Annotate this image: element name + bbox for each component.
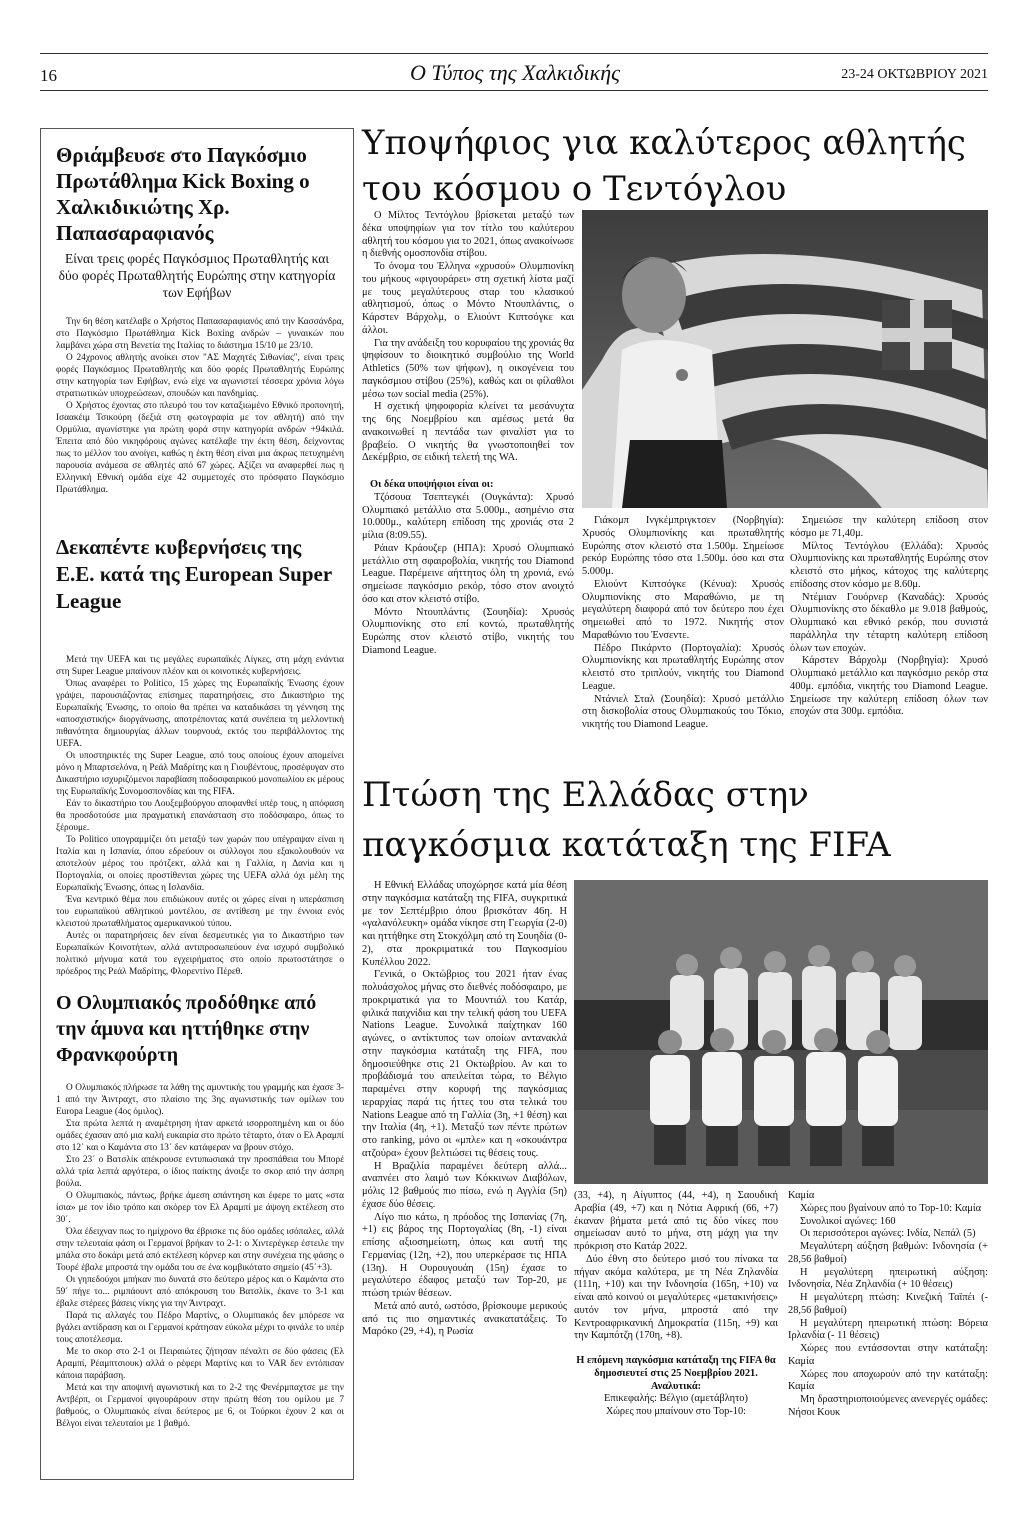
olympiacos-paragraph: Μετά και την αποψινή αγωνιστική και το 2-2 της Φενέρμπαχτσε με την Αντβέρπ, οι Γερμανοί φιγουράρουν στην πρώτη θέση του ομίλου με 7 βαθμούς, ο Ολυμπιακός είναι δεύτερος με 6, οι Τούρκοι έχουν 2 και οι Βέλγοι είναι τελευταίοι με 1 βαθμό.	[56, 1383, 344, 1429]
candidates-label: Οι δέκα υποψήφιοι είναι οι:	[370, 479, 494, 490]
tentoglou-paragraph: Το όνομα του Έλληνα «χρυσού» Ολυμπιονίκη του μήκους «φιγουράρει» στη σχετική λίστα μαζί με τους μεγαλύτερους σταρ του κλασικού αθλητισμού, όπως ο Μόντο Ντουπλάντις, ο Κάρστεν Βάρχολμ, ο Ελιούντ Κιπτσόγκε και άλλοι.	[362, 261, 574, 336]
tentoglou-photo	[582, 210, 988, 508]
fifa-paragraph: Λίγο πιο κάτω, η πρόοδος της Ισπανίας (7η, +1) εις βάρος της Πορτογαλίας (8η, -1) είναι επίσης αξιοσημείωτη, όπως και αυτή της Γερμανίας (12η, +2), που υπερκέρασε τις ΗΠΑ (13η). Η Ουρουγουάη (15η) έχασε το μεγαλύτερο έδαφος μεταξύ των Top-20, με πτώση τριών θέσεων.	[362, 1211, 567, 1299]
tentoglou-paragraph: Για την ανάδειξη του κορυφαίου της χρονιάς θα ψηφίσουν το διοικητικό συμβούλιο της World Athletics (50% των ψήφων), η οικογένεια του παγκόσμιου στίβου (25%), καθώς και οι φίλαθλοι μέσω των social media (25%).	[362, 337, 574, 400]
candidate-entry: Μίλτος Τεντόγλου (Ελλάδα): Χρυσός Ολυμπιονίκης και πρωταθλητής Ευρώπης στον κλειστό στο μήκος, κάτοχος της καλύτερης επίδοσης στον κόσμο με 8.60μ.	[790, 540, 988, 590]
olympiacos-headline: Ο Ολυμπιακός προδόθηκε από την άμυνα και ηττήθηκε στην Φρανκφούρτη	[56, 992, 317, 1066]
fifa-column-1	[362, 880, 567, 1339]
olympiacos-paragraph: Ο Ολυμπιακός, πάντως, βρήκε άμεση απάντηση και έφερε το ματς «στα ίσια» με τον ίδιο τρόπο και σκόρερ τον Ελ Αραμπί με άψογη εκτέλεση στο 30΄.	[56, 1191, 344, 1225]
superleague-paragraph: Αυτές οι παρατηρήσεις δεν είναι δεσμευτικές για το Δικαστήριο των Ευρωπαϊκών Κοινοτήτων, αλλά αντιπροσωπεύουν ένα ισχυρό συμβολικό πολιτικό μήνυμα κατά του εγχειρήματος στο οποίο πρωτοστάτησε ο πρόεδρος της Ρεάλ Μαδρίτης, Φλορεντίνο Πέρεθ.	[56, 931, 344, 977]
candidate-entry: Σημειώσε την καλύτερη επίδοση στον κόσμο με 71,40μ.	[790, 515, 988, 539]
kickboxing-subtitle: Είναι τρεις φορές Παγκόσμιος Πρωταθλητής και δύο φορές Πρωταθλητής Ευρώπης στην κατηγορία των Εφήβων	[58, 251, 336, 300]
fifa-analysis-item: Χώρες που εντάσσονται στην κατάταξη: Καμία	[788, 1343, 988, 1367]
fifa-analysis-item: Καμία	[788, 1190, 815, 1201]
tentoglou-column-1	[362, 210, 574, 658]
candidate-entry: Ελιούντ Κιπτσόγκε (Κένυα): Χρυσός Ολυμπιονίκης στο Μαραθώνιο, με τη μεγαλύτερη διαφορά από τον δεύτερο που έχει σημειωθεί από το 1972. Νικητής στον Μαραθώνιο του Ένσεντε.	[582, 578, 784, 641]
kickboxing-headline: Θριάμβευσε στο Παγκόσμιο Πρωτάθλημα Kick Boxing ο Χαλκιδικιώτης Χρ. Παπασαραφιανός	[56, 143, 310, 245]
fifa-analysis-item: Χώρες που αποχωρούν από την κατάταξη: Καμία	[788, 1368, 988, 1393]
olympiacos-paragraph: Ο Ολυμπιακός πλήρωσε τα λάθη της αμυντικής του γραμμής και έχασε 3-1 από την Άιντραχτ, στο πλαίσιο της 3ης αγωνιστικής των ομίλων του Europa League (4ος όμιλος).	[56, 1083, 344, 1117]
national-team-image	[574, 880, 988, 1184]
kickboxing-paragraph: Ο Χρήστος έχοντας στο πλευρό του τον καταξιωμένο Εθνικό προπονητή, Ισαακέιμ Τσικούρη (δεξιά στη φωτογραφία με τον αθλητή) από την Ορμύλια, αγωνίστηκε για πρώτη φορά στην κατηγορία ανδρών +94κιλά. Έπειτα από δύο νικηφόρους αγώνες κατέλαβε την έκτη θέση, δείχνοντας πως το μέλλον του ανοίγει, καθώς η έκτη θέση είναι μια άκρως πετυχημένη παρουσία ανάμεσα σε αθλητές από 67 χώρες. Αξίζει να αναφερθεί πως η Ελληνική Εθνική ομάδα είχε 42 συμμετοχές στο πρόσφατο Παγκόσμιο Πρωτάθλημα.	[56, 401, 344, 495]
superleague-paragraph: Ένα κεντρικό θέμα που επιδιώκουν αυτές οι χώρες είναι η υπεράσπιση του ευρωπαϊκού αθλητικού μοντέλου, σε αντίθεση με την έννοια ενός κλειστού πρωταθλήματος αμερικανικού τύπου.	[56, 895, 344, 929]
header-top-rule	[40, 53, 988, 54]
candidate-entry: Τζόσουα Τσεπτεγκέι (Ουγκάντα): Χρυσό Ολυμπιακό μετάλλιο στα 5.000μ., ασημένιο στα 10.000μ., καλύτερη επίδοση της χρονιάς στα 2 μίλια (8:09.55).	[362, 491, 574, 541]
kickboxing-paragraph: Ο 24χρονος αθλητής ανοίκει στον "ΑΣ Μαχητές Σιθωνίας", είναι τρεις φορές Παγκόσμιος Πρωταθλητής και δύο φορές Πρωταθλητής Ευρώπης στην κατηγορία των Εφήβων, ενώ είχε να αγωνιστεί τέσσερα χρόνια λόγω στρατιωτικών υποχρεώσεων, σπουδών και πανδημίας.	[56, 353, 344, 399]
candidate-entry: Γιάκομπ Ινγκέμπριγκτσεν (Νορβηγία): Χρυσός Ολυμπιονίκης και πρωταθλητής Ευρώπης στον κλειστό στα 1.500μ. Σημείωσε ρεκόρ Ευρώπης τόσο στα 1.500μ. όσο και στα 5.000μ.	[582, 515, 784, 577]
superleague-paragraph: Οι υποστηρικτές της Super League, από τους οποίους έχουν απομείνει μόνο η Μπαρτσελόνα, η Ρεάλ Μαδρίτης και η Γιουβέντους, προσέφυγαν στο Δικαστήριο ισχυριζόμενοι παραβίαση ποδοσφαιρικού μονοπωλίου εκ μέρους της Ευρωπαϊκής Συνομοσπονδίας και της FIFA.	[56, 751, 344, 797]
issue-date: 23-24 ΟΚΤΩΒΡΙΟΥ 2021	[841, 67, 988, 82]
fifa-analysis-item: Χώρες που βγαίνουν από το Top-10: Καμία	[800, 1202, 982, 1214]
fifa-analysis-item: Μη δραστηριοποιούμενες ανενεργές ομάδες: Νήσοι Κουκ	[788, 1394, 988, 1418]
fifa-analysis-item: Συνολικοί αγώνες: 160	[800, 1215, 896, 1227]
candidate-entry: Πέδρο Πικάρντο (Πορτογαλία): Χρυσός Ολυμπιονίκης και πρωταθλητής Ευρώπης στον κλειστό στο τριπλούν, νικητής του Diamond League.	[582, 642, 784, 692]
fifa-analysis-item: Η μεγαλύτερη ηπειρωτική αύξηση: Ινδονησία, Νέα Ζηλανδία (+ 10 θέσεις)	[788, 1266, 988, 1291]
tentoglou-paragraph: Η σχετική ψηφοφορία κλείνει τα μεσάνυχτα της 6ης Νοεμβρίου και αμέσως μετά θα ανακοινωθεί η πεντάδα των φιναλίστ για το βραβείο. Ο νικητής θα γνωστοποιηθεί τον Δεκέμβριο, σε ειδική τελετή της WA.	[362, 401, 574, 464]
fifa-analysis-item: Η μεγαλύτερη ηπειρωτική πτώση: Βόρεια Ιρλανδία (- 11 θέσεις)	[788, 1317, 988, 1342]
newspaper-title: Ο Τύπος της Χαλκιδικής	[409, 60, 621, 85]
olympiacos-paragraph: Στο 23΄ ο Βατσλίκ απέκρουσε εντυπωσιακά την προσπάθεια του Μπορέ αλλά τρία λεπτά αργότερα, ο ίδιος παίκτης άνοιξε το σκορ από την άσπρη βούλα.	[56, 1155, 344, 1189]
olympiacos-paragraph: Με το σκορ στο 2-1 οι Πειραιώτες ζήτησαν πέναλτι σε δύο φάσεις (Ελ Αραμπί, Ρέαμπτσιουκ) αλλά ο ρέφερι Μαρτίνς και το VAR δεν εντόπισαν κάποια παράβαση.	[56, 1347, 344, 1381]
fifa-paragraph: Η Βραζιλία παραμένει δεύτερη αλλά... αναπνέει στο λαιμό των Κόκκινων Διαβόλων, μόλις 12 βαθμούς πιο πίσω, ενώ η Αγγλία (5η) έχασε δύο θέσεις.	[362, 1160, 567, 1210]
page-number: 16	[40, 66, 57, 85]
fifa-paragraph: Μετά από αυτό, ωστόσο, βρίσκουμε μερικούς από τις πιο σημαντικές ανακατατάξεις. Το Μαρόκο (29, +4), η Ρωσία	[362, 1300, 567, 1338]
olympiacos-paragraph: Όλα έδειχναν πως το ημίχρονο θα έβρισκε τις δύο ομάδες ισόπαλες, αλλά στην τελευταία φάση οι Γερμανοί βρήκαν το 2-1: ο Χιντερέγκερ έστειλε την μπάλα στο δοκάρι μετά από εκτέλεση κόρνερ και στην συνέχεια της φάσης ο Τουρέ έβαλε μπροστά την ομάδα του σε ένα κομβικότατο σημείο (45΄+3).	[56, 1227, 344, 1273]
superleague-body	[56, 654, 344, 978]
tentoglou-headline: Υποψήφιος για καλύτερος αθλητής του κόσμου ο Τεντόγλου	[362, 123, 966, 209]
superleague-paragraph: Εάν το δικαστήριο του Λουξεμβούργου αποφανθεί υπέρ τους, η απόφαση θα προσδοτούσε μια πραγματική επανάσταση στο ποδόσφαιρο, όπως το ξέρουμε.	[56, 799, 344, 833]
fifa-analysis-item: Οι περισσότεροι αγώνες: Ινδία, Νεπάλ (5)	[800, 1228, 976, 1240]
tentoglou-paragraph: Ο Μίλτος Τεντόγλου βρίσκεται μεταξύ των δέκα υποψηφίων για τον τίτλο του καλύτερου αθλητή του κόσμου για το 2021, όπως ανακοίνωσε η διεθνής ομοσπονδία στίβου.	[362, 210, 574, 260]
candidate-entry: Ντέμιαν Γουόρνερ (Καναδάς): Χρυσός Ολυμπιονίκης στο δέκαθλο με 9.018 βαθμούς, Ολυμπιακό και εθνικό ρεκόρ, που συνιστά παράλληλα την τέταρτη καλύτερη επίδοση όλων των εποχών.	[790, 591, 988, 654]
candidate-entry: Κάρστεν Βάρχολμ (Νορβηγία): Χρυσό Ολυμπιακό μετάλλιο και παγκόσμιο ρεκόρ στα 400μ. εμπόδια, νικητής του Diamond League. Σημείωσε την καλύτερη επίδοση όλων των εποχών στα 300μ. εμπόδια.	[790, 655, 988, 718]
olympiacos-paragraph: Παρά τις αλλαγές του Πέδρο Μαρτίνς, ο Ολυμπιακός δεν μπόρεσε να βγάλει αντίδραση και οι Γερμανοί κράτησαν εύκολα μέχρι το φινάλε το υπέρ τους αποτέλεσμα.	[56, 1311, 344, 1345]
superleague-paragraph: Το Politico υπογραμμίζει ότι μεταξύ των χωρών που υπέγραψαν είναι η Ιταλία και η Ισπανία, όπου εδρεύουν οι σύλλογοι που εξακολουθούν να αποτελούν μέρος του πρότζεκτ, αλλά και η Γαλλία, η Δανία και η Πορτογαλία, οι οποίες προστίθενται χώρες της UEFA αλλά όχι μέλη της Ευρωπαϊκής Ένωσης, όπως η Ισλανδία.	[56, 835, 344, 893]
fifa-paragraph: (33, +4), η Αίγυπτος (44, +4), η Σαουδική Αραβία (49, +7) και η Νότια Αφρική (66, +7) έκαναν βήματα μετά από τις δύο νίκες που σημείωσαν αυτό το μήνα, στη μάχη για την πρόκριση στο Κατάρ 2022.	[574, 1190, 778, 1252]
superleague-paragraph: Μετά την UEFA και τις μεγάλες ευρωπαϊκές Λίγκες, στη μάχη ενάντια στη Super League μπαίνουν πλέον και οι κοινοτικές κυβερνήσεις.	[56, 655, 344, 677]
greece-team-photo	[574, 880, 988, 1184]
fifa-analysis-item: Μεγαλύτερη αύξηση βαθμών: Ινδονησία (+ 28,56 βαθμοί)	[788, 1241, 988, 1265]
fifa-paragraph: Η Εθνική Ελλάδας υποχώρησε κατά μία θέση στην παγκόσμια κατάταξη της FIFA, συγκριτικά με τον Σεπτέμβριο όπου βρισκόταν 46η. Η «γαλανόλευκη» ομάδα νίκησε στη Γεωργία (2-0) και ηττήθηκε στη Στοκχόλμη από τη Σουηδία (0-2), στα προκριματικά του Παγκοσμίου Κυπέλλου 2022.	[362, 880, 567, 968]
olympiacos-paragraph: Στα πρώτα λεπτά η αναμέτρηση ήταν αρκετά ισορροπημένη και οι δύο ομάδες έχασαν από μια καλή ευκαιρία στο πρώτο τέταρτο, όταν ο Ελ Αραμπί στο 12΄ και ο Καμάντα στο 13΄ δεν κατάφεραν να βρουν στόχο.	[56, 1119, 344, 1153]
fifa-analysis-item: Χώρες που μπαίνουν στο Top-10:	[605, 1406, 747, 1417]
kickboxing-paragraph: Την 6η θέση κατέλαβε ο Χρήστος Παπασαραφιανός από την Κασσάνδρα, στο Παγκόσμιο Πρωτάθλημα Kick Boxing ανδρών – γυναικών που λαμβάνει χώρα στη Βενετία της Ιταλίας το διάστημα 15/10 με 23/10.	[56, 317, 344, 351]
fifa-analysis-item: Επικεφαλής: Βέλγιο (αμετάβλητο)	[604, 1393, 748, 1405]
candidate-entry: Ντάνιελ Σταλ (Σουηδία): Χρυσό μετάλλιο στη δισκοβολία στους Ολυμπιακούς του Τόκιο, νικητής του Diamond League.	[582, 693, 784, 730]
superleague-paragraph: Όπως αναφέρει το Politico, 15 χώρες της Ευρωπαϊκής Ένωσης έχουν γράψει, παρουσιάζοντας επίσημες παρατηρήσεις, στο Δικαστήριο της Ευρωπαϊκής Ένωσης, το οποίο θα πρέπει να καταδικάσει τη γέννηση της «αποσχιστικής» διοργάνωσης, αποτρέποντας κατά συνέπεια τη μελλοντική πιθανότητα δημιουργίας άλλων τουρνουά, εκτός του περιβάλλοντος της UEFA.	[56, 679, 344, 749]
fifa-column-2	[574, 1190, 778, 1419]
candidate-entry: Μόντο Ντουπλάντις (Σουηδία): Χρυσός Ολυμπιονίκης στο επί κοντώ, πρωταθλητής Ευρώπης στον κλειστό στίβο, νικητής του Diamond League.	[362, 606, 574, 656]
fifa-paragraph: Δύο έθνη στο δεύτερο μισό του πίνακα τα πήγαν ακόμα καλύτερα, με τη Νέα Ζηλανδία (111η, +10) και την Ινδονησία (165η, +10) να είναι από κοινού οι μεγαλύτερες «μετακινήσεις» αυτόν τον μήνα, μπροστά από την Κεντροαφρικανική Δημοκρατία (115η, +9) και την Καμπότζη (170η, +8).	[574, 1253, 778, 1342]
kickboxing-body	[56, 316, 344, 496]
fifa-column-3	[788, 1190, 988, 1420]
tentoglou-column-3	[790, 515, 988, 719]
fifa-paragraph: Γενικά, ο Οκτώβριος του 2021 ήταν ένας πολυάσχολος μήνας στο διεθνές ποδόσφαιρο, με προκριματικά για το Μουντιάλ του Κατάρ, φιλικά παιχνίδια και την τελική φάση του UEFA Nations League. Συνολικά παίχτηκαν 160 αγώνες, ο αντίκτυπος των οποίων αντανακλά στην παγκόσμια κατάταξη της FIFA, που δημοσιεύθηκε στις 21 Οκτωβρίου. Αν και το προβάδισμά του απειλείται τώρα, το Βέλγιο παραμένει στην κορυφή της παγκόσμιας ιεραρχίας παρά τις ήττες του στα τελικά του Nations League από τη Γαλλία (3η, +1 θέση) και την Ιταλία (4η, +1). Μεταξύ των πέντε πρώτων στο ranking, μόνο οι «μπλε» και η «σκουάντρα ατζούρα» έχουν βελτιώσει τις θέσεις τους.	[362, 969, 567, 1159]
fifa-analysis-title: Η επόμενη παγκόσμια κατάταξη της FIFA θα δημοσιευτεί στις 25 Νοεμβρίου 2021. Αναλυτικά:	[576, 1355, 776, 1392]
olympiacos-body	[56, 1082, 344, 1430]
candidate-entry: Ράιαν Κράουζερ (ΗΠΑ): Χρυσό Ολυμπιακό μετάλλιο στη σφαιροβολία, νικητής του Diamond League. Παρέμεινε αήττητος όλη τη χρονιά, ενώ σημείωσε παγκόσμιο ρεκόρ, τόσο στον ανοιχτό όσο και στον κλειστό στίβο.	[362, 542, 574, 605]
superleague-headline: Δεκαπέντε κυβερνήσεις της Ε.Ε. κατά της European Super League	[56, 535, 332, 613]
fifa-analysis-item: Η μεγαλύτερη πτώση: Κινεζική Ταϊπέι (- 28,56 βαθμοί)	[788, 1292, 988, 1316]
fifa-headline: Πτώση της Ελλάδας στην παγκόσμια κατάταξη της FIFA	[362, 775, 891, 865]
tentoglou-column-2	[582, 515, 784, 732]
olympiacos-paragraph: Οι γηπεδούχοι μπήκαν πιο δυνατά στο δεύτερο μέρος και ο Καμάντα στο 59΄ πήγε το... ριμπάουντ από απόκρουση του Βατσλίκ, έκανε το 3-1 και έβαλε στέρεες βάσεις νίκης για την Άιντραχτ.	[56, 1275, 344, 1309]
athlete-with-flag-image	[582, 210, 988, 508]
header-bottom-rule	[40, 90, 988, 91]
